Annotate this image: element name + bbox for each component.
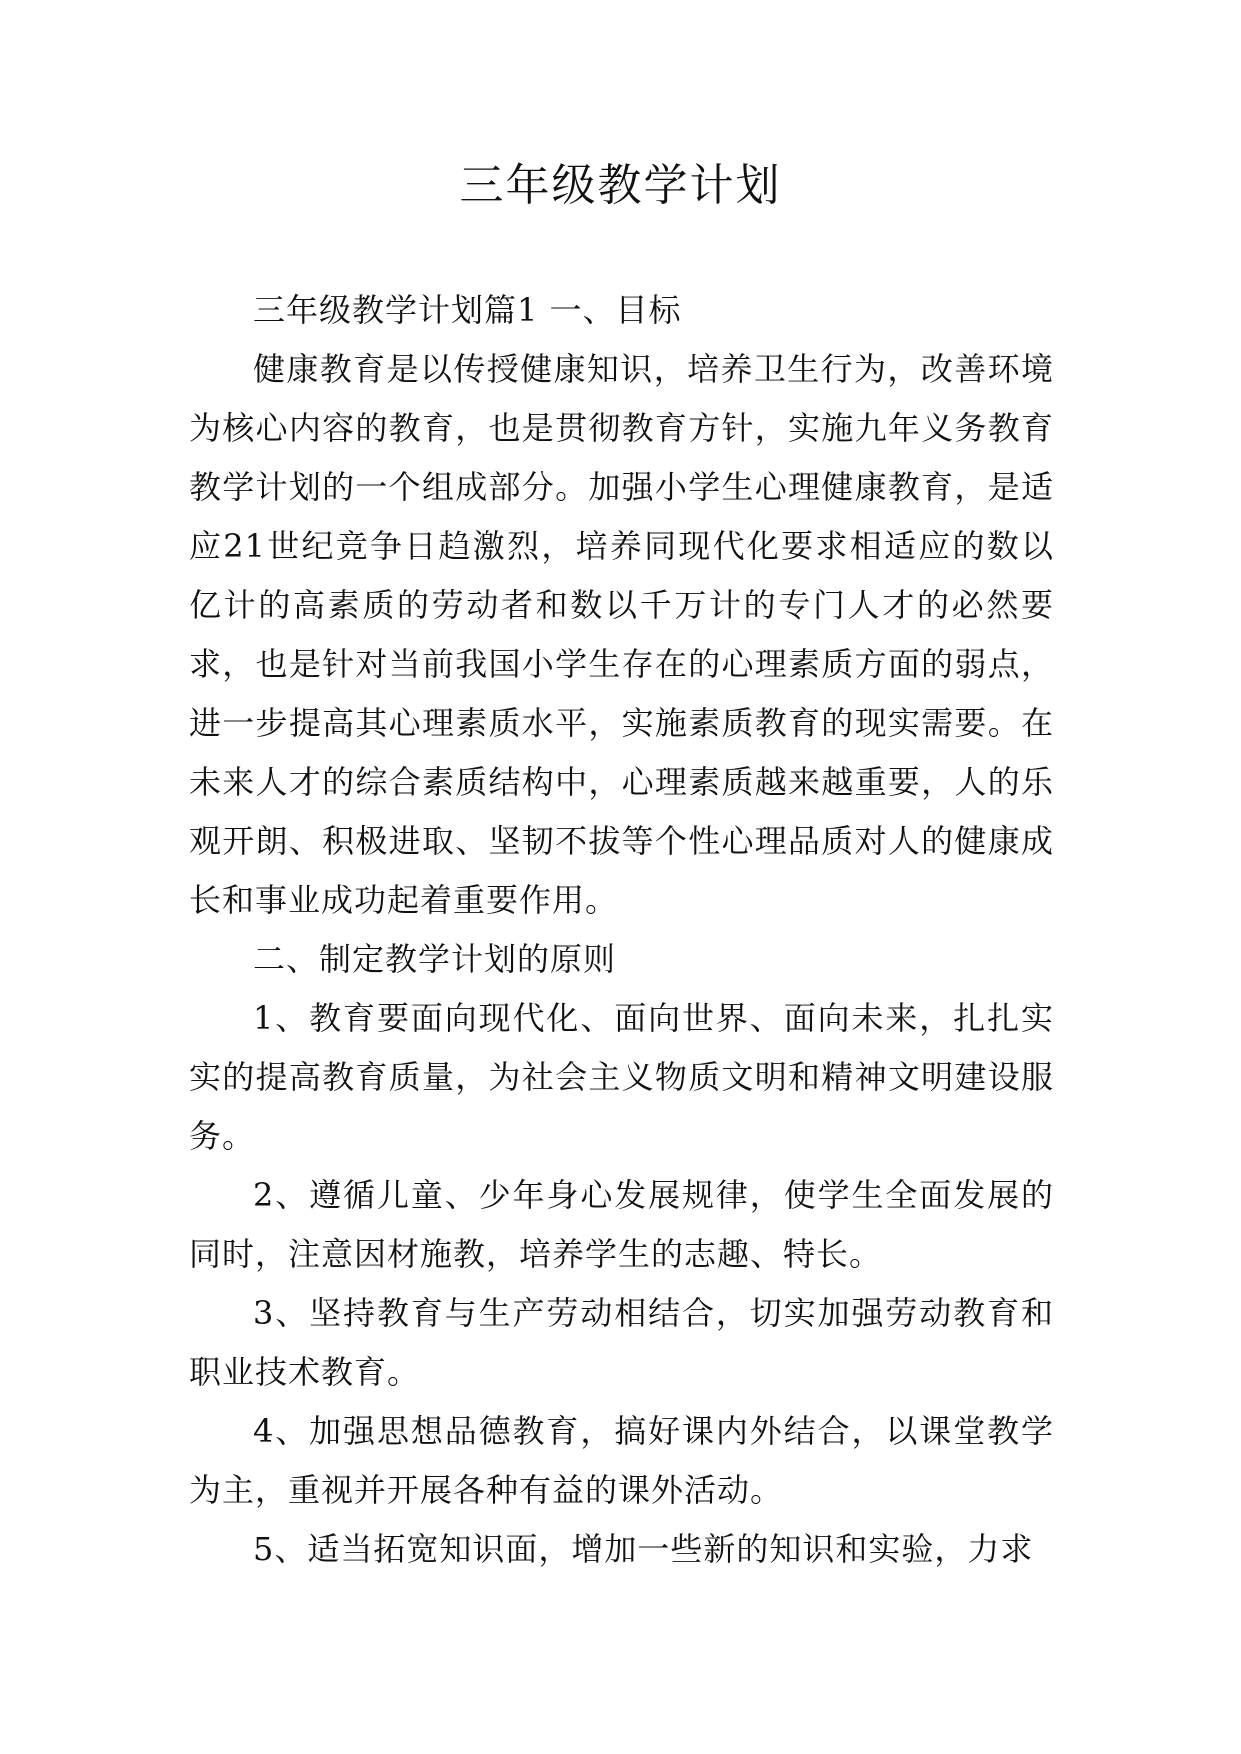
document-body (189, 281, 1054, 1579)
principle-item-1: 1、教育要面向现代化、面向世界、面向未来，扎扎实实的提高教育质量，为社会主义物质文明和精神文明建设服务。 (189, 999, 1054, 1155)
principle-item-4: 4、加强思想品德教育，搞好课内外结合，以课堂教学为主，重视并开展各种有益的课外活动。 (189, 1412, 1054, 1509)
section-heading-goals: 三年级教学计划篇1 一、目标 (253, 291, 682, 329)
principle-item-2: 2、遵循儿童、少年身心发展规律，使学生全面发展的同时，注意因材施教，培养学生的志趣、特长。 (189, 1176, 1054, 1273)
section-heading-principles: 二、制定教学计划的原则 (253, 940, 617, 978)
paragraph-health-education: 健康教育是以传授健康知识，培养卫生行为，改善环境为核心内容的教育，也是贯彻教育方针，实施九年义务教育教学计划的一个组成部分。加强小学生心理健康教育，是适应21世纪竞争日趋激烈，培养同现代化要求相适应的数以亿计的高素质的劳动者和数以千万计的专门人才的必然要求，也是针对当前我国小学生存在的心理素质方面的弱点，进一步提高其心理素质水平，实施素质教育的现实需要。在未来人才的综合素质结构中，心理素质越来越重要，人的乐观开朗、积极进取、坚韧不拔等个性心理品质对人的健康成长和事业成功起着重要作用。 (189, 350, 1054, 919)
document-title: 三年级教学计划 (459, 160, 782, 211)
principle-item-5: 5、适当拓宽知识面，增加一些新的知识和实验，力求 (253, 1530, 1034, 1568)
principle-item-3: 3、坚持教育与生产劳动相结合，切实加强劳动教育和职业技术教育。 (189, 1294, 1054, 1391)
